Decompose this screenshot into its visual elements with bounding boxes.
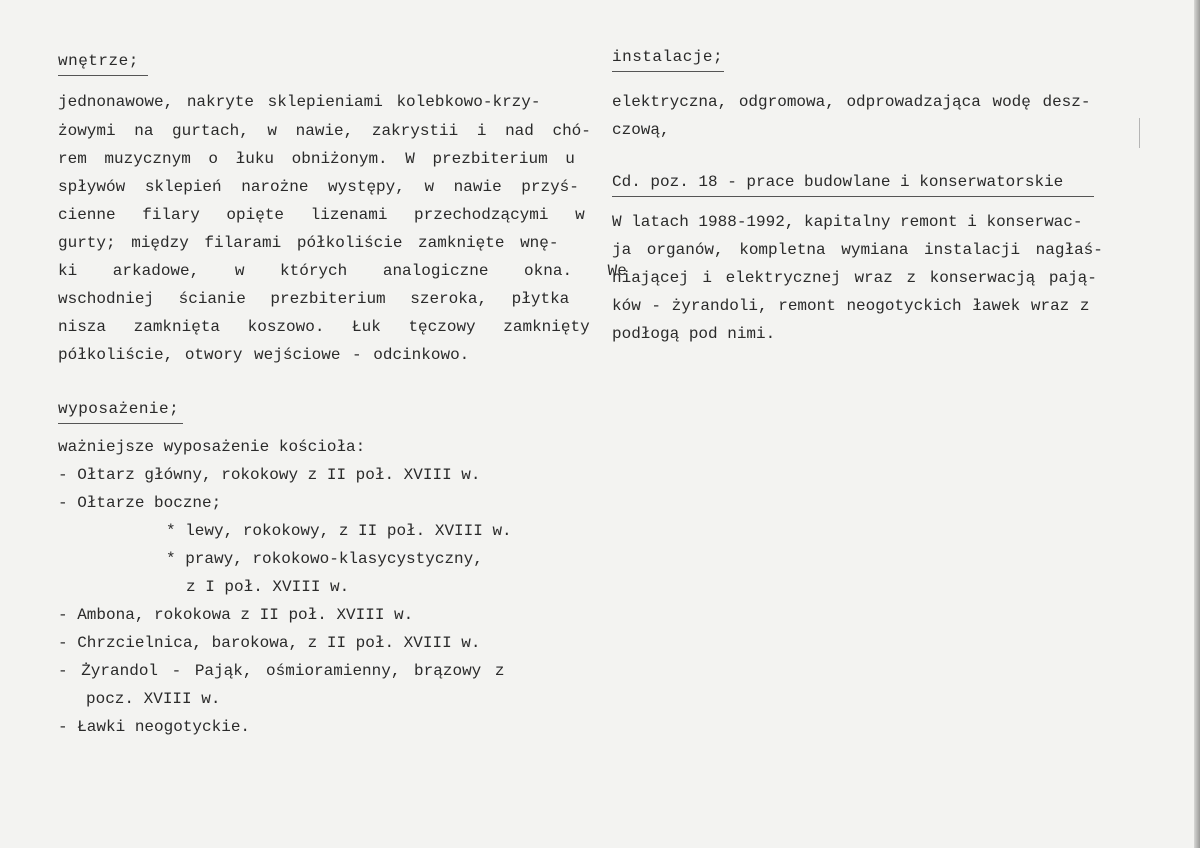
interior-line: gurty; między filarami półkoliście zamknięte wnę- [58,234,559,252]
works-line: podłogą pod nimi. [612,325,776,343]
furnishing-sub-item: * lewy, rokokowy, z II poł. XVIII w. [166,522,512,540]
furnishing-list-item: - Chrzcielnica, barokowa, z II poł. XVIII w. [58,634,481,652]
furnishing-line: ważniejsze wyposażenie kościoła: [58,438,366,456]
works-line: W latach 1988-1992, kapitalny remont i konserwac- [612,213,1083,231]
interior-line: jednonawowe, nakryte sklepieniami kolebkowo-krzy- [58,93,541,111]
interior-line: rem muzycznym o łuku obniżonym. W prezbiterium u [58,150,575,168]
installations-line: czową, [612,121,670,139]
margin-mark [1139,118,1140,148]
furnishing-list-item: - Ambona, rokokowa z II poł. XVIII w. [58,606,414,624]
interior-line: cienne filary opięte lizenami przechodzącymi w [58,206,585,224]
works-line: ja organów, kompletna wymiana instalacji nagłaś- [612,241,1103,259]
interior-line: spływów sklepień narożne występy, w nawie przyś- [58,178,579,196]
interior-line: żowymi na gurtach, w nawie, zakrystii i nad chó- [58,122,591,140]
furnishing-list-item: - Żyrandol - Pająk, ośmioramienny, brązowy z [58,662,505,680]
furnishing-sub-item-cont: z I poł. XVIII w. [186,578,350,596]
works-line: niającej i elektrycznej wraz z konserwacją pają- [612,269,1097,287]
interior-line: wschodniej ścianie prezbiterium szeroka, płytka [58,290,570,308]
furnishing-list-item: - Ławki neogotyckie. [58,718,251,736]
interior-line: nisza zamknięta koszowo. Łuk tęczowy zamknięty [58,318,590,336]
interior-line: ki arkadowe, w których analogiczne okna. We [58,262,627,280]
furnishing-list-item-cont: pocz. XVIII w. [86,690,221,708]
page-edge [1194,0,1200,848]
furnishing-sub-item: * prawy, rokokowo-klasycystyczny, [166,550,483,568]
furnishing-list-item: - Ołtarz główny, rokokowy z II poł. XVIII w. [58,466,481,484]
works-heading: Cd. poz. 18 - prace budowlane i konserwatorskie [612,173,1094,197]
installations-heading: instalacje; [612,48,724,72]
furnishing-heading: wyposażenie; [58,400,183,424]
interior-heading: wnętrze; [58,52,148,76]
installations-line: elektryczna, odgromowa, odprowadzająca wodę desz- [612,93,1091,111]
furnishing-list-item: - Ołtarze boczne; [58,494,222,512]
interior-line: półkoliście, otwory wejściowe - odcinkowo. [58,346,470,364]
works-line: ków - żyrandoli, remont neogotyckich ławek wraz z [612,297,1090,315]
